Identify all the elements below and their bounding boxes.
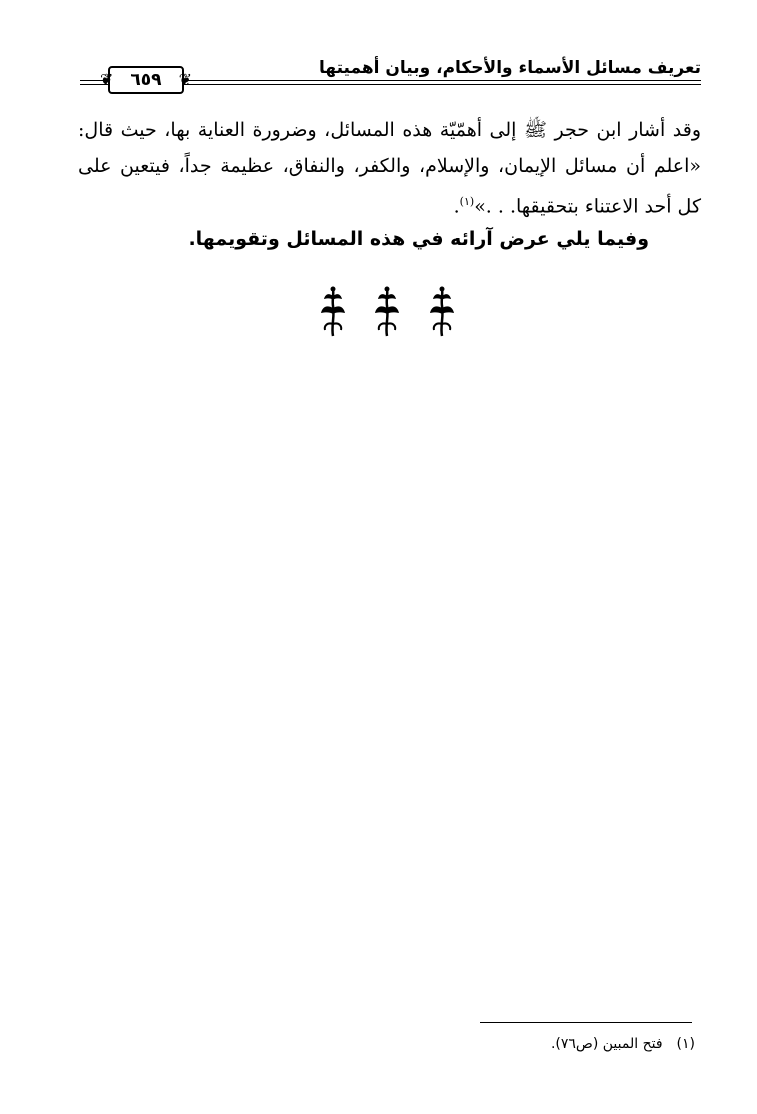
badge-ornament-left-icon: ❦ [100,70,114,89]
paragraph-text-start: وقد أشار ابن حجر [546,119,701,141]
flower-ornament-icon [427,286,457,338]
closing-sentence: وفيما يلي عرض آرائه في هذه المسائل وتقويمها. [188,228,649,250]
paragraph [78,112,701,224]
section-end-ornaments [0,286,757,338]
flower-ornament-icon [372,286,402,338]
honorific-symbol: ﷺ [523,119,547,141]
flower-ornament-icon [318,286,348,338]
badge-ornament-right-icon: ❦ [178,70,192,89]
body-text [78,112,701,224]
page-number-badge [100,66,192,94]
footnote-text: فتح المبين (ص٧٦). [550,1036,663,1052]
page-number: ٦٥٩ [130,70,162,90]
footnote-separator [480,1022,692,1023]
footnote [551,1036,695,1052]
footnote-number: (١) [676,1036,695,1052]
footnote-reference: (١) [459,195,475,208]
paragraph-text-quote: إلى أهمّيّة هذه المسائل، وضرورة العناية بها، حيث قال: «اعلم أن مسائل الإيمان، والإسلام، والكفر، والنفاق، عظيمة جداً، فيتعين على كل أحد الاعتناء بتحقيقها. . .» [78,119,701,218]
running-header-title: تعريف مسائل الأسماء والأحكام، وبيان أهميتها [319,58,701,78]
paragraph-end-mark: . [453,195,460,218]
